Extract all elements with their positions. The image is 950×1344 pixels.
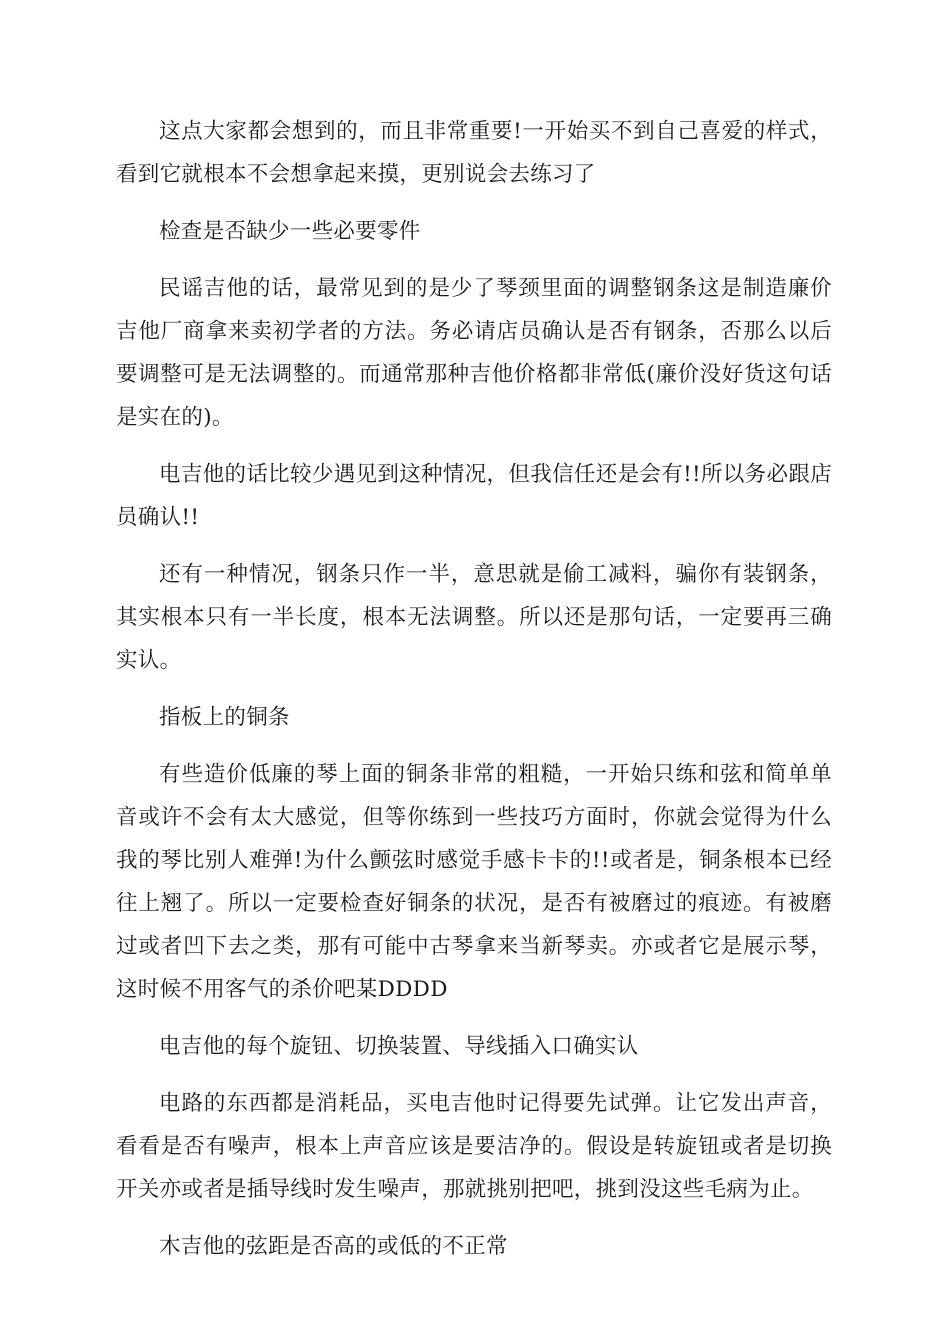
paragraph-style-choice: 这点大家都会想到的，而且非常重要!一开始买不到自己喜爱的样式，看到它就根本不会想拿起来摸，更别说会去练习了 xyxy=(116,119,832,187)
paragraph-frets: 有些造价低廉的琴上面的铜条非常的粗糙，一开始只练和弦和简单单音或许不会有太大感觉，但等你练到一些技巧方面时，你就会觉得为什么我的琴比别人难弹!为什么颤弦时感觉手感卡卡的!!或者是，铜条根本已经往上翘了。所以一定要检查好铜条的状况，是否有被磨过的痕迹。有被磨过或者凹下去之类，那有可能中古琴拿来当新琴卖。亦或者它是展示琴，这时候不用客气的杀价吧某DDDD xyxy=(116,762,832,1002)
paragraph-electronics: 电路的东西都是消耗品，买电吉他时记得要先试弹。让它发出声音，看看是否有噪声，根本上声音应该是要洁净的。假设是转旋钮或者是切换开关亦或者是插导线时发生噪声，那就挑别把吧，挑到没这些毛病为止。 xyxy=(116,1091,832,1202)
document-body xyxy=(116,110,832,1282)
heading-action-height: 木吉他的弦距是否高的或低的不正常 xyxy=(159,1234,508,1259)
paragraph-half-rod: 还有一种情况，钢条只作一半，意思就是偷工减料，骗你有装钢条，其实根本只有一半长度，根本无法调整。所以还是那句话，一定要再三确实认。 xyxy=(116,562,832,673)
paragraph-electric-truss-rod: 电吉他的话比较少遇见到这种情况，但我信任还是会有!!所以务必跟店员确认!! xyxy=(116,462,832,530)
heading-check-parts: 检查是否缺少一些必要零件 xyxy=(159,219,421,244)
heading-electronics: 电吉他的每个旋钮、切换装置、导线插入口确实认 xyxy=(159,1034,639,1059)
heading-frets: 指板上的铜条 xyxy=(159,705,290,730)
paragraph-truss-rod: 民谣吉他的话，最常见到的是少了琴颈里面的调整钢条这是制造廉价吉他厂商拿来卖初学者的方法。务必请店员确认是否有钢条，否那么以后要调整可是无法调整的。而通常那种吉他价格都非常低(廉价没好货这句话是实在的)。 xyxy=(116,276,832,430)
